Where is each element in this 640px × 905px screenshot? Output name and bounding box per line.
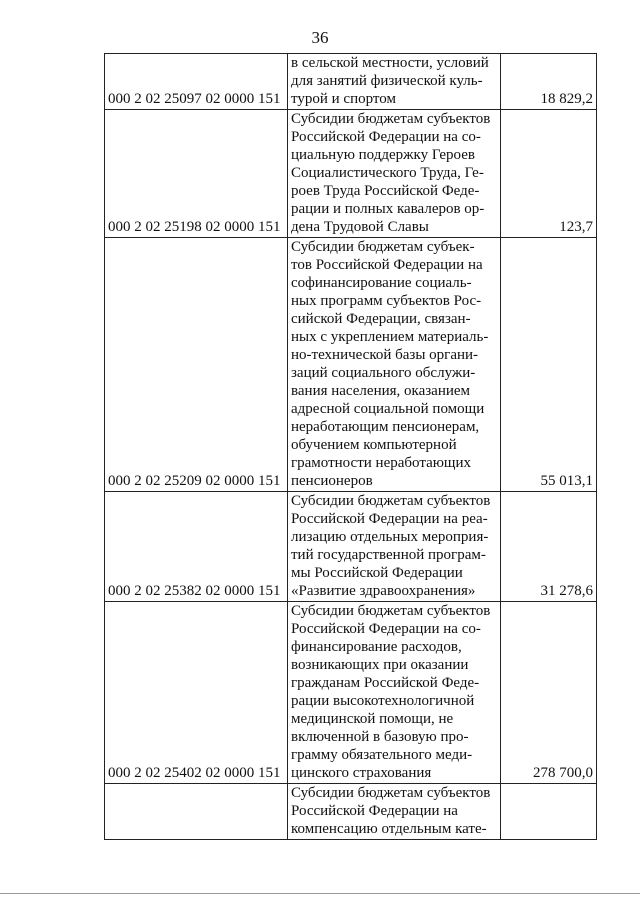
amount: 18 829,2 — [501, 54, 597, 110]
description-line: Субсидии бюджетам субъектов — [291, 603, 491, 619]
description-cell — [288, 110, 501, 238]
budget-code: 000 2 02 25209 02 0000 151 — [105, 238, 288, 492]
description-line: медицинской помощи, не — [291, 711, 454, 727]
description-line: турой и спортом — [291, 91, 396, 107]
description-line: «Развитие здравоохранения» — [291, 583, 476, 599]
budget-table — [104, 53, 597, 840]
amount: 123,7 — [501, 110, 597, 238]
description-line: Субсидии бюджетам субъек- — [291, 239, 475, 255]
description-line: но-технической базы органи- — [291, 347, 479, 363]
description-line: пенсионеров — [291, 473, 373, 489]
description-line: адресной социальной помощи — [291, 401, 485, 417]
description-line: цинского страхования — [291, 765, 432, 781]
page-number: 36 — [311, 28, 329, 47]
description-line: Российской Федерации на реа- — [291, 511, 488, 527]
budget-code: 000 2 02 25097 02 0000 151 — [105, 54, 288, 110]
table-row — [105, 238, 597, 492]
amount: 55 013,1 — [501, 238, 597, 492]
description-line: роев Труда Российской Феде- — [291, 183, 480, 199]
description-cell — [288, 238, 501, 492]
budget-code — [105, 784, 288, 840]
amount: 278 700,0 — [501, 602, 597, 784]
amount: 31 278,6 — [501, 492, 597, 602]
description-line: неработающим пенсионерам, — [291, 419, 480, 435]
description-line: для занятий физической куль- — [291, 73, 483, 89]
page-bottom-rule — [0, 893, 640, 894]
description-line: Российской Федерации на со- — [291, 129, 481, 145]
description-line: ных программ субъектов Рос- — [291, 293, 482, 309]
description-line: вания населения, оказанием — [291, 383, 471, 399]
budget-code: 000 2 02 25198 02 0000 151 — [105, 110, 288, 238]
description-line: сийской Федерации, связан- — [291, 311, 471, 327]
description-cell — [288, 492, 501, 602]
description-line: мы Российской Федерации — [291, 565, 463, 581]
description-line: Российской Федерации на со- — [291, 621, 481, 637]
table-row — [105, 110, 597, 238]
description-line: Социалистического Труда, Ге- — [291, 165, 484, 181]
description-line: Субсидии бюджетам субъектов — [291, 111, 491, 127]
description-line: Субсидии бюджетам субъектов — [291, 493, 491, 509]
description-line: финансирование расходов, — [291, 639, 462, 655]
description-line: в сельской местности, условий — [291, 55, 489, 71]
description-line: тов Российской Федерации на — [291, 257, 483, 273]
table-row — [105, 54, 597, 110]
description-line: софинансирование социаль- — [291, 275, 472, 291]
description-line: гражданам Российской Феде- — [291, 675, 480, 691]
description-line: компенсацию отдельным кате- — [291, 821, 487, 837]
description-line: включенной в базовую про- — [291, 729, 469, 745]
description-cell — [288, 54, 501, 110]
description-line: возникающих при оказании — [291, 657, 469, 673]
description-cell — [288, 602, 501, 784]
description-line: рации и полных кавалеров ор- — [291, 201, 485, 217]
table-row — [105, 602, 597, 784]
description-line: грамму обязательного меди- — [291, 747, 473, 763]
description-line: рации высокотехнологичной — [291, 693, 475, 709]
description-line: Субсидии бюджетам субъектов — [291, 785, 491, 801]
budget-code: 000 2 02 25382 02 0000 151 — [105, 492, 288, 602]
description-line: грамотности неработающих — [291, 455, 472, 471]
amount — [501, 784, 597, 840]
budget-code: 000 2 02 25402 02 0000 151 — [105, 602, 288, 784]
description-line: тий государственной програм- — [291, 547, 486, 563]
description-line: заций социального обслужи- — [291, 365, 476, 381]
table-row — [105, 784, 597, 840]
description-cell — [288, 784, 501, 840]
table-row — [105, 492, 597, 602]
description-line: циальную поддержку Героев — [291, 147, 475, 163]
description-line: дена Трудовой Славы — [291, 219, 429, 235]
description-line: Российской Федерации на — [291, 803, 458, 819]
description-line: лизацию отдельных мероприя- — [291, 529, 489, 545]
description-line: обучением компьютерной — [291, 437, 457, 453]
description-line: ных с укреплением материаль- — [291, 329, 489, 345]
